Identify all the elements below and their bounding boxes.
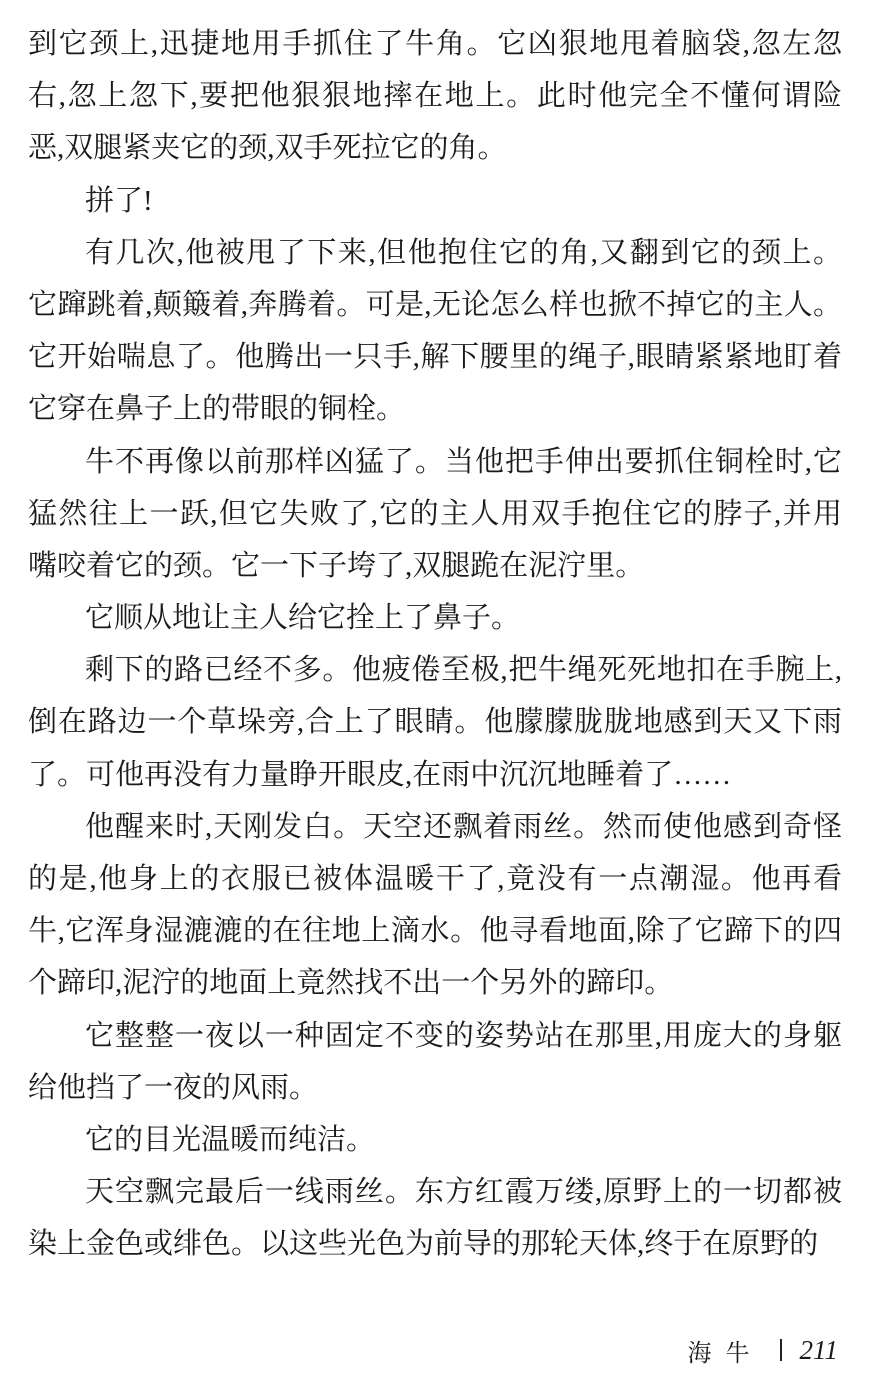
text-line: 天空飘完最后一线雨丝。东方红霞万缕,原野上的一切都被: [85, 1176, 842, 1209]
text-line: 右,忽上忽下,要把他狠狠地摔在地上。此时他完全不懂何谓险: [28, 80, 842, 113]
paragraph: [28, 644, 842, 801]
page-number: 211: [799, 1334, 838, 1365]
text-line: 有几次,他被甩了下来,但他抱住它的角,又翻到它的颈上。: [85, 236, 842, 269]
text-line: 猛然往上一跃,但它失败了,它的主人用双手抱住它的脖子,并用: [28, 497, 842, 530]
text-line: 倒在路边一个草垛旁,合上了眼睛。他朦朦胧胧地感到天又下雨: [28, 706, 842, 739]
footer-divider: [780, 1339, 782, 1361]
text-line: 恶,双腿紧夹它的颈,双手死拉它的角。: [28, 132, 507, 165]
page-footer: [688, 1330, 839, 1370]
paragraph: [28, 175, 842, 227]
text-line: 染上金色或绯色。以这些光色为前导的那轮天体,终于在原野的: [28, 1228, 819, 1261]
text-line: 拼了!: [85, 184, 153, 217]
text-line: 牛不再像以前那样凶猛了。当他把手伸出要抓住铜栓时,它: [85, 445, 842, 478]
text-line: 他醒来时,天刚发白。天空还飘着雨丝。然而使他感到奇怪: [85, 810, 842, 843]
text-line: 它开始喘息了。他腾出一只手,解下腰里的绳子,眼睛紧紧地盯着: [28, 341, 842, 374]
text-line: 的是,他身上的衣服已被体温暖干了,竟没有一点潮湿。他再看: [28, 863, 842, 895]
text-line: 剩下的路已经不多。他疲倦至极,把牛绳死死地扣在手腕上,: [85, 654, 842, 687]
text-line: 嘴咬着它的颈。它一下子垮了,双腿跪在泥泞里。: [28, 549, 645, 582]
text-line: 牛,它浑身湿漉漉的在往地上滴水。他寻看地面,除了它蹄下的四: [28, 915, 842, 948]
text-line: 它顺从地让主人给它拴上了鼻子。: [85, 602, 521, 635]
paragraph: [28, 801, 842, 1010]
text-line: 个蹄印,泥泞的地面上竟然找不出一个另外的蹄印。: [28, 967, 674, 1000]
text-line: 了。可他再没有力量睁开眼皮,在雨中沉沉地睡着了……: [28, 758, 732, 791]
text-line: 它蹿跳着,颠簸着,奔腾着。可是,无论怎么样也掀不掉它的主人。: [28, 288, 842, 321]
paragraph: [28, 436, 842, 593]
paragraph: [28, 1166, 842, 1270]
text-line: 它整整一夜以一种固定不变的姿势站在那里,用庞大的身躯: [85, 1019, 842, 1052]
text-line: 到它颈上,迅捷地用手抓住了牛角。它凶狠地甩着脑袋,忽左忽: [28, 28, 842, 60]
text-line: 它的目光温暖而纯洁。: [85, 1123, 376, 1156]
paragraph: [28, 18, 842, 175]
paragraph: [28, 592, 842, 644]
paragraph: [28, 1114, 842, 1166]
text-line: 给他挡了一夜的风雨。: [28, 1071, 319, 1104]
paragraph: [28, 227, 842, 436]
paragraph: [28, 1010, 842, 1114]
running-title: 海牛: [687, 1340, 764, 1367]
body-text: [28, 18, 842, 1271]
text-line: 它穿在鼻子上的带眼的铜栓。: [28, 393, 406, 426]
